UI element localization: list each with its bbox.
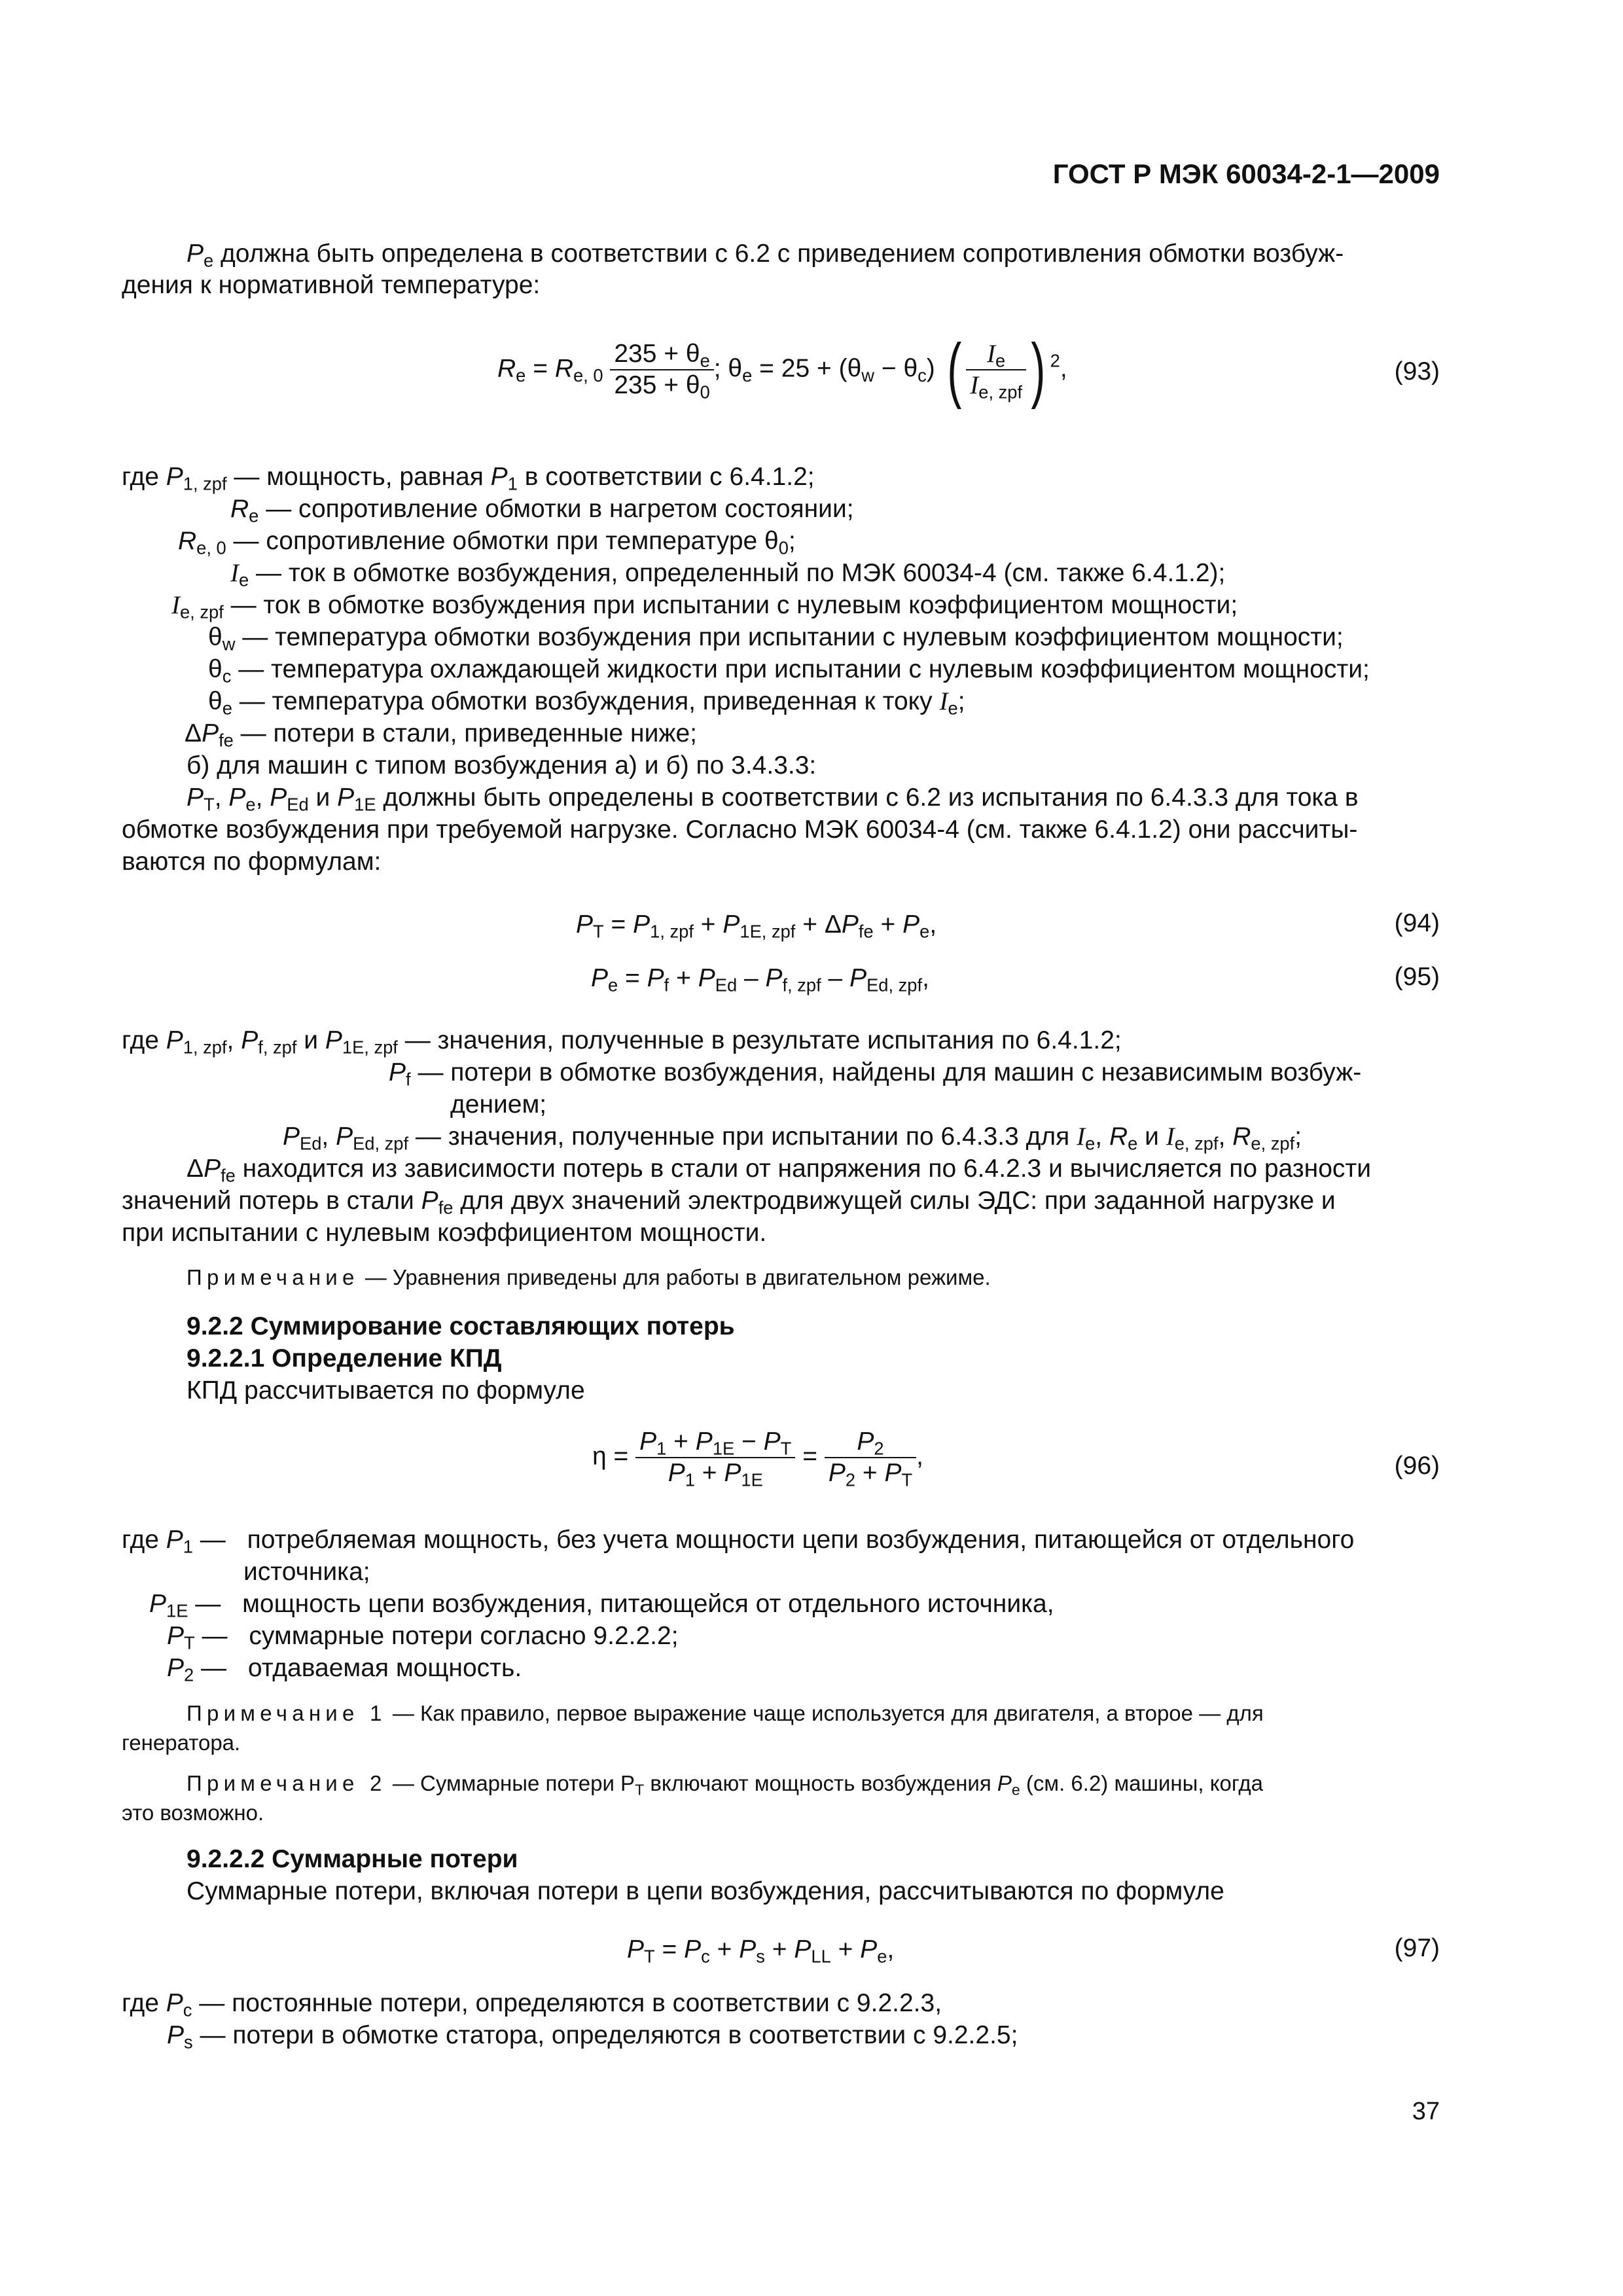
def-p1: где $P_1$ — потребляемая мощность, без учета мощности цепи возбуждения, питающейся от отдельного: [122, 1526, 1355, 1557]
note-1: Примечание 1 — Как правило, первое выражение чаще используется для двигателя, а второе — для: [187, 1701, 1264, 1725]
def-ped: $P_{Ed}$, $P_{Ed, zpf}$ — значения, полученные при испытании по 6.4.3.3 для $I_e$, $R_e$ и $I_{e, zpf}$, $R_{e, zpf}$;: [283, 1122, 1302, 1154]
section-9-2-2-2: 9.2.2.2 Суммарные потери: [187, 1845, 518, 1873]
def-pt: $P_T$ — суммарные потери согласно 9.2.2.2;: [167, 1622, 679, 1653]
intro-line-1: $P_e$ должна быть определена в соответствии с 6.2 с приведением сопротивления обмотки возбуж-: [187, 240, 1344, 271]
item-b-line-1: $P_T$, $P_e$, $P_{Ed}$ и $P_{1E}$ должны быть определены в соответствии с 6.2 из испытания по 6.4.3.3 для тока в: [187, 783, 1359, 815]
item-b-title: б) для машин с типом возбуждения а) и б) по 3.4.3.3:: [187, 751, 817, 780]
def-dpfe-2: $\Delta P_{fe}$ находится из зависимости потерь в стали от напряжения по 6.4.2.3 и вычисляется по разности: [187, 1155, 1372, 1186]
item-b-line-3: ваются по формулам:: [122, 848, 382, 876]
equation-95: $P_e = P_f + P_{Ed} - P_{f, zpf} - P_{Ed, zpf}$,: [591, 964, 929, 996]
def-p1-cont: источника;: [243, 1558, 370, 1586]
def-re0: $R_{e, 0}$ — сопротивление обмотки при температуре $\theta_0$;: [178, 527, 796, 558]
note-2: Примечание 2 — Суммарные потери $P_T$ включают мощность возбуждения $P_e$ (см. 6.2) машины, когда: [187, 1771, 1264, 1799]
def-pc: где $P_c$ — постоянные потери, определяются в соответствии с 9.2.2.3,: [122, 1989, 942, 2020]
def-iezpf: $I_{e, zpf}$ — ток в обмотке возбуждения при испытании с нулевым коэффициентом мощности;: [171, 591, 1238, 622]
total-intro: Суммарные потери, включая потери в цепи возбуждения, рассчитываются по формуле: [187, 1877, 1224, 1905]
equation-97: $P_T = P_c + P_s + P_{LL} + P_e$,: [627, 1935, 895, 1967]
def-p1e: $P_{1E}$ — мощность цепи возбуждения, питающейся от отдельного источника,: [149, 1590, 1054, 1621]
def-dpfe-2-line-3: при испытании с нулевым коэффициентом мощности.: [122, 1219, 767, 1247]
page-number: 37: [1412, 2098, 1440, 2125]
def-thetaw: $\theta_w$ — температура обмотки возбуждения при испытании с нулевым коэффициентом мощности;: [208, 623, 1344, 655]
eq96-fraction-1: $\frac{P_1 + P_{1E} - P_T}{P_1 + P_{1E}}$: [635, 1427, 795, 1488]
def-pf-cont: дением;: [450, 1090, 547, 1119]
def-dpfe: $\Delta P_{fe}$ — потери в стали, приведенные ниже;: [185, 719, 697, 751]
def-thetae: $\theta_e$ — температура обмотки возбуждения, приведенная к току $I_e$;: [208, 687, 965, 719]
note-motor-mode: Примечание — Уравнения приведены для работы в двигательном режиме.: [187, 1265, 991, 1289]
kpd-intro: КПД рассчитывается по формуле: [187, 1376, 585, 1405]
section-9-2-2: 9.2.2 Суммирование составляющих потерь: [187, 1312, 735, 1340]
note-2-cont: это возможно.: [122, 1801, 264, 1825]
eq93-fraction-2: $\frac{I_e}{I_{e, zpf}}$: [966, 339, 1026, 401]
equation-number-94: (94): [1394, 909, 1440, 937]
intro-line-2: дения к нормативной температуре:: [122, 271, 541, 299]
equation-number-95: (95): [1394, 963, 1440, 991]
eq93-fraction-1: $\frac{235 + \theta_e}{235 + \theta_0}$: [610, 339, 713, 401]
equation-number-93: (93): [1394, 357, 1440, 386]
equation-94: $P_T = P_{1, zpf} + P_{1E, zpf} + \Delta P_{fe} + P_e$,: [576, 910, 937, 942]
note-1-cont: генератора.: [122, 1731, 241, 1755]
eq96-fraction-2: $\frac{P_2}{P_2 + P_T}$: [825, 1427, 916, 1488]
def-pf: $P_f$ — потери в обмотке возбуждения, найдены для машин с независимым возбуж-: [389, 1058, 1362, 1090]
section-9-2-2-1: 9.2.2.1 Определение КПД: [187, 1344, 502, 1372]
def-p2: $P_2$ — отдаваемая мощность.: [167, 1654, 522, 1685]
equation-93: $R_e = R_{e, 0}$ $\frac{235 + \theta_e}{235 + \theta_0}$ ; $\theta_e = 25 + (\theta_w - \theta_c)$ ( $\frac{I_e}{I_{e, zpf}}$ ) $^2$,: [497, 329, 1067, 410]
equation-number-96: (96): [1394, 1452, 1440, 1480]
def-p1zpf: где $P_{1, zpf}$ — мощность, равная $P_1$ в соответствии с 6.4.1.2;: [122, 463, 815, 494]
def-re: $R_e$ — сопротивление обмотки в нагретом состоянии;: [230, 495, 854, 526]
def-ie: $I_e$ — ток в обмотке возбуждения, определенный по МЭК 60034-4 (см. также 6.4.1.2);: [230, 559, 1226, 590]
def-zpf-values: где $P_{1, zpf}$, $P_{f, zpf}$ и $P_{1E, zpf}$ — значения, полученные в результате испытания по 6.4.1.2;: [122, 1026, 1122, 1058]
def-thetac: $\theta_c$ — температура охлаждающей жидкости при испытании с нулевым коэффициентом мощности;: [208, 655, 1370, 687]
def-dpfe-2-line-2: значений потерь в стали $P_{fe}$ для двух значений электродвижущей силы ЭДС: при заданной нагрузке и: [122, 1187, 1336, 1218]
item-b-line-2: обмотке возбуждения при требуемой нагрузке. Согласно МЭК 60034-4 (см. также 6.4.1.2) они рассчиты-: [122, 816, 1358, 844]
equation-96: η = $\frac{P_1 + P_{1E} - P_T}{P_1 + P_{1E}}$ = $\frac{P_2}{P_2 + P_T}$ ,: [592, 1427, 924, 1490]
def-ps: $P_s$ — потери в обмотке статора, определяются в соответствии с 9.2.2.5;: [167, 2021, 1018, 2053]
standard-header: ГОСТ Р МЭК 60034-2-1—2009: [1052, 158, 1440, 189]
equation-number-97: (97): [1394, 1934, 1440, 1962]
